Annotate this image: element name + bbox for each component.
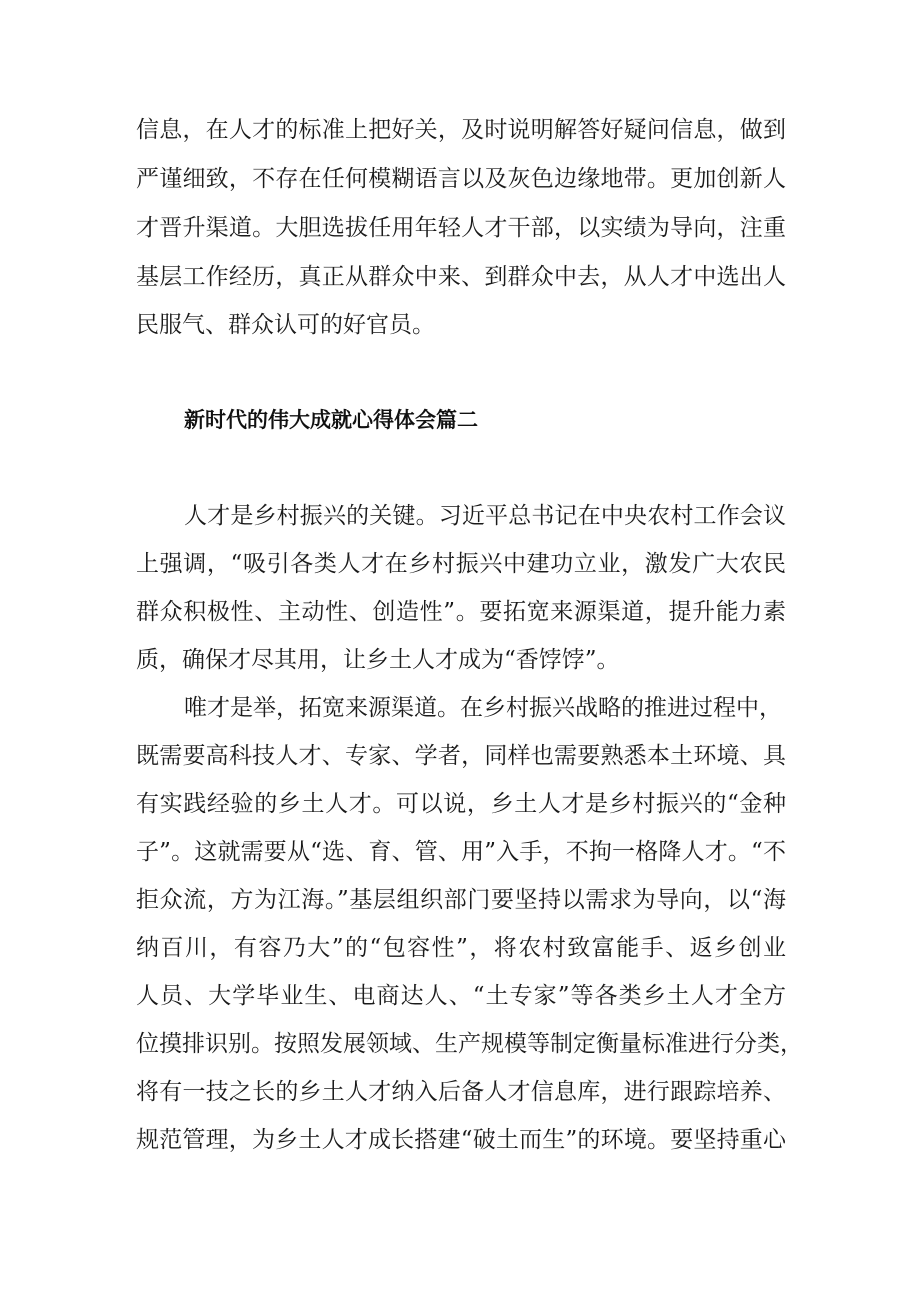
paragraph-2-line-1: 人才是乡村振兴的关键。习近平总书记在中央农村工作会议 — [184, 503, 786, 529]
paragraph-1-line-2: 严谨细致，不存在任何模糊语言以及灰色边缘地带。更加创新人 — [136, 166, 786, 192]
paragraph-3-line-10: 规范管理，为乡土人才成长搭建“破土而生”的环境。要坚持重心 — [136, 1127, 786, 1153]
paragraph-3-line-7: 人员、大学毕业生、电商达人、“土专家”等各类乡土人才全方 — [136, 983, 786, 1009]
paragraph-1-line-3: 才晋升渠道。大胆选拔任用年轻人才干部，以实绩为导向，注重 — [136, 215, 786, 241]
paragraph-1-line-4: 基层工作经历，真正从群众中来、到群众中去，从人才中选出人 — [136, 264, 786, 290]
paragraph-2-line-2: 上强调，“吸引各类人才在乡村振兴中建功立业，激发广大农民 — [136, 551, 786, 577]
section-heading: 新时代的伟大成就心得体会篇二 — [184, 408, 478, 432]
paragraph-1-line-5: 民服气、群众认可的好官员。 — [136, 312, 435, 338]
paragraph-3-line-2: 既需要高科技人才、专家、学者，同样也需要熟悉本土环境、具 — [136, 743, 786, 769]
paragraph-3-line-6: 纳百川，有容乃大”的“包容性”，将农村致富能手、返乡创业 — [136, 935, 786, 961]
paragraph-3-line-3: 有实践经验的乡土人才。可以说，乡土人才是乡村振兴的“金种 — [136, 791, 786, 817]
paragraph-2-line-3: 群众积极性、主动性、创造性”。要拓宽来源渠道，提升能力素 — [136, 599, 786, 625]
paragraph-2-line-4: 质，确保才尽其用，让乡土人才成为“香饽饽”。 — [136, 647, 620, 673]
paragraph-3-line-8: 位摸排识别。按照发展领域、生产规模等制定衡量标准进行分类， — [136, 1031, 803, 1057]
paragraph-3-line-1: 唯才是举，拓宽来源渠道。在乡村振兴战略的推进过程中， — [184, 695, 782, 721]
paragraph-1-line-1: 信息，在人才的标准上把好关，及时说明解答好疑问信息，做到 — [136, 117, 786, 143]
paragraph-3-line-5: 拒众流，方为江海。”基层组织部门要坚持以需求为导向，以“海 — [136, 887, 786, 913]
paragraph-3-line-4: 子”。这就需要从“选、育、管、用”入手，不拘一格降人才。“不 — [136, 839, 786, 865]
paragraph-3-line-9: 将有一技之长的乡土人才纳入后备人才信息库，进行跟踪培养、 — [136, 1079, 786, 1105]
